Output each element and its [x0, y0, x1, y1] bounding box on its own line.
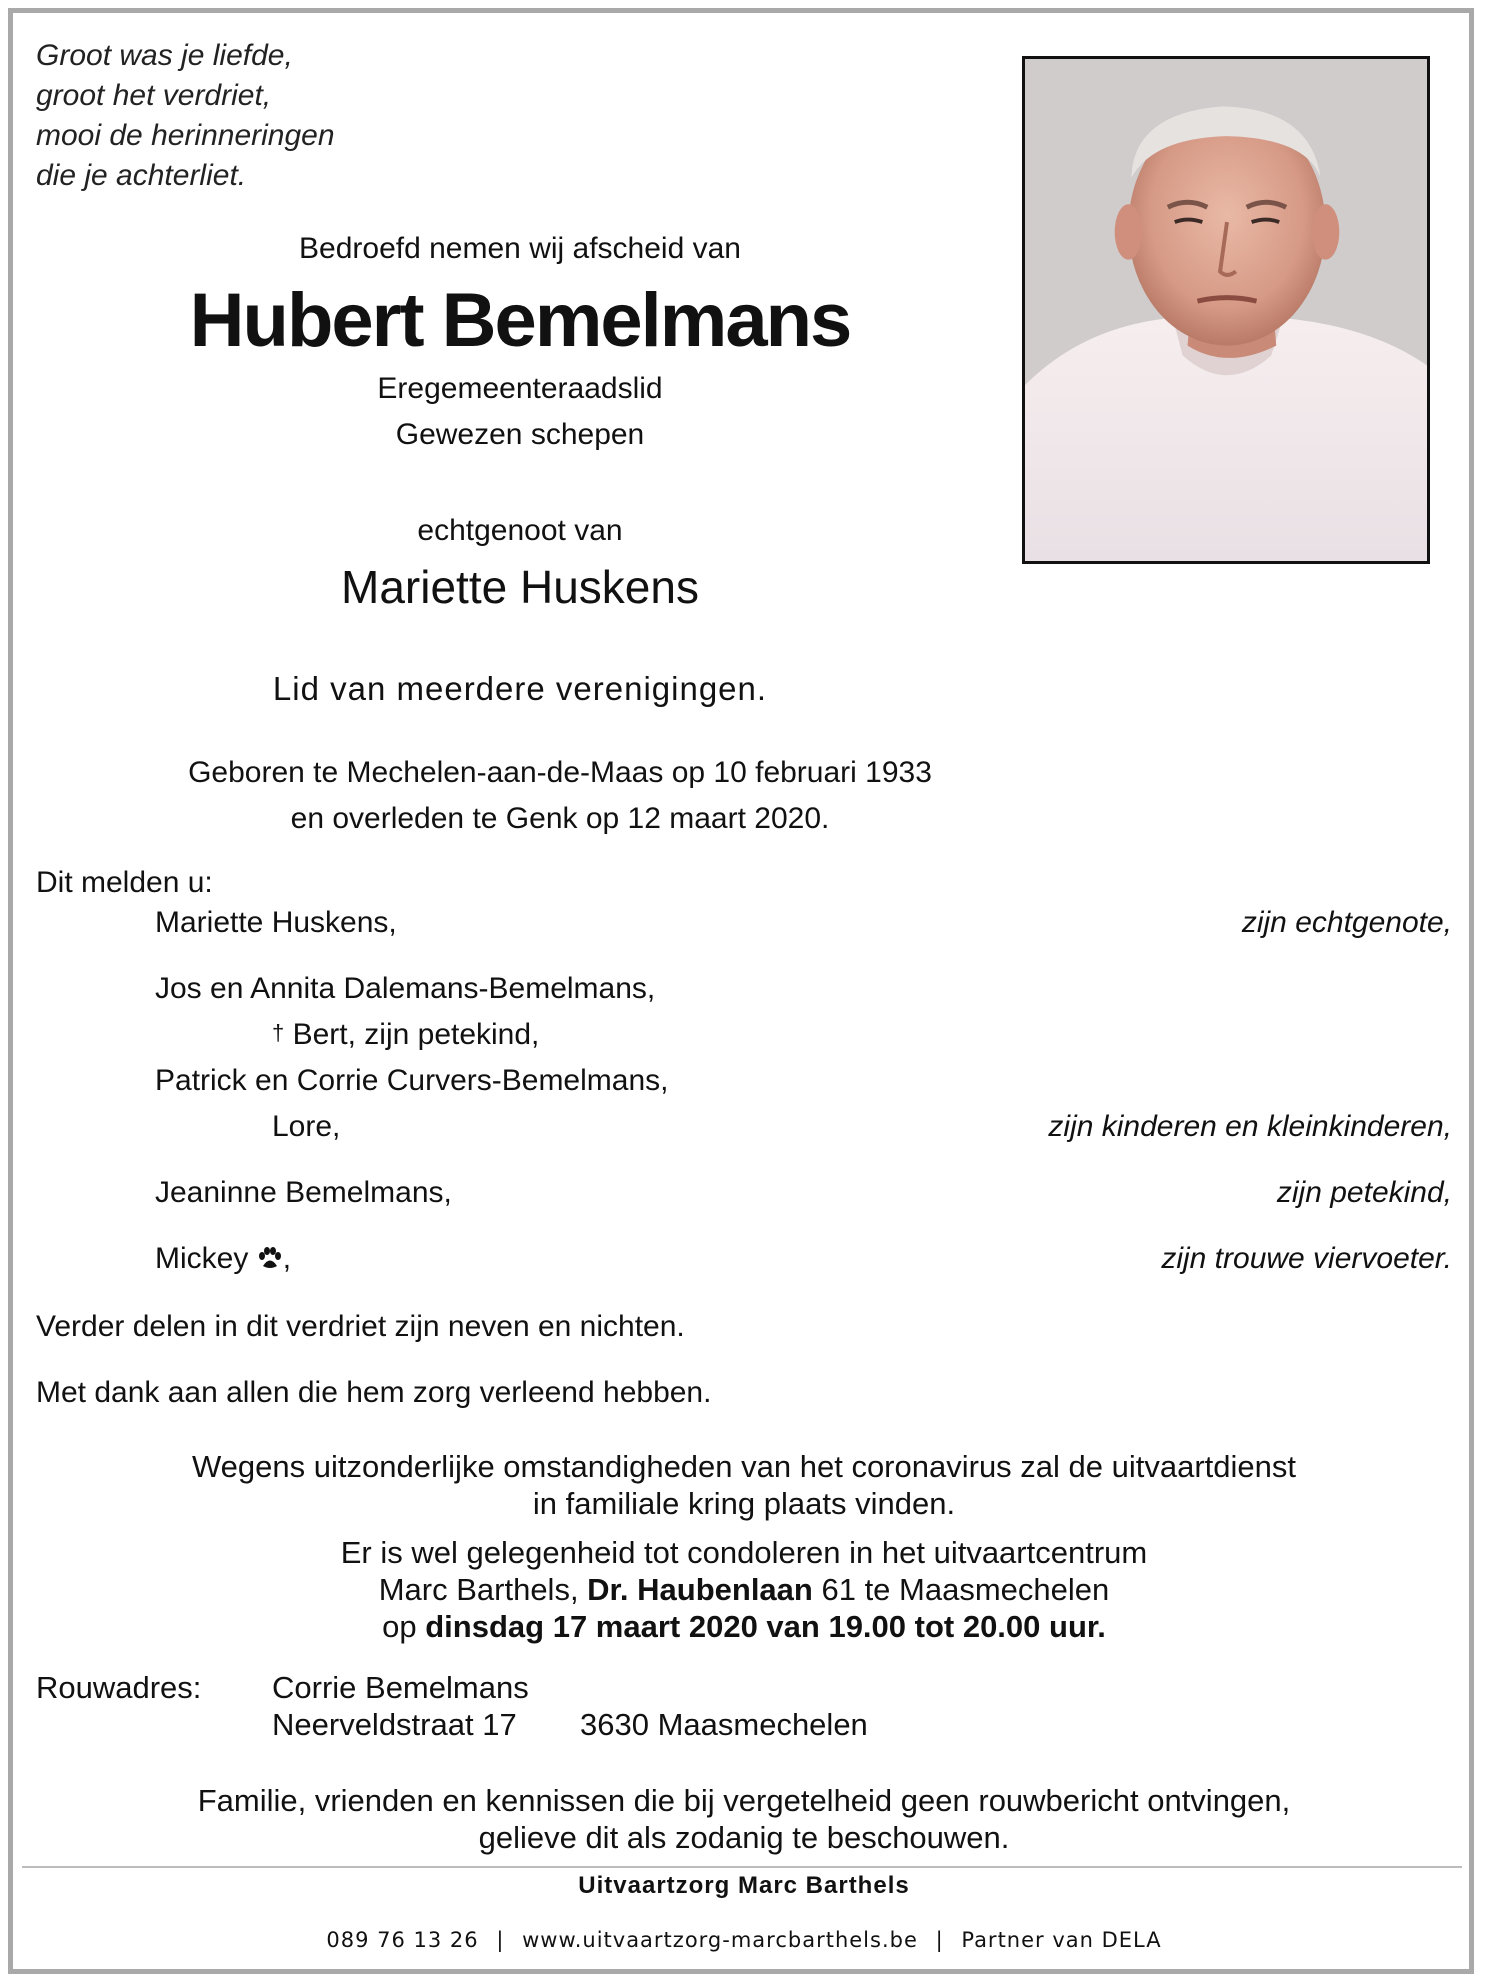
family-child-1: Jos en Annita Dalemans-Bemelmans, — [155, 972, 656, 1005]
poem-line: mooi de herinneringen — [36, 119, 335, 152]
portrait-photo — [1022, 56, 1430, 564]
family-children-relation: zijn kinderen en kleinkinderen, — [1048, 1110, 1452, 1143]
footer-separator: | — [935, 1928, 944, 1952]
intro-text: Bedroefd nemen wij afscheid van — [299, 232, 741, 265]
corona-notice-line: Wegens uitzonderlijke omstandigheden van het coronavirus zal de uitvaartdienst — [191, 1449, 1297, 1484]
poem-line: Groot was je liefde, — [36, 39, 293, 72]
portrait-illustration — [1025, 59, 1427, 561]
funeral-company-name: Uitvaartzorg Marc Barthels — [578, 1872, 910, 1899]
address-city: 3630 Maasmechelen — [580, 1707, 868, 1742]
thanks-text: Met dank aan allen die hem zorg verleend hebben. — [36, 1376, 712, 1409]
closing-line: gelieve dit als zodanig te beschouwen. — [478, 1820, 1010, 1855]
pet-suffix: , — [282, 1242, 292, 1275]
footer-separator: | — [496, 1928, 505, 1952]
closing-line: Familie, vrienden en kennissen die bij vergetelheid geen rouwbericht ontvingen, — [197, 1783, 1291, 1818]
cross-icon: † — [272, 1020, 285, 1045]
footer-contact-line — [100, 1928, 1388, 1952]
paw-icon — [257, 1244, 283, 1278]
footer-phone: 089 76 13 26 — [326, 1928, 479, 1952]
footer-divider — [22, 1866, 1462, 1868]
condolence-line-2-c: 61 te Maasmechelen — [812, 1572, 1110, 1607]
poem-line: die je achterliet. — [36, 159, 247, 192]
family-godchild: Jeaninne Bemelmans, — [155, 1176, 452, 1209]
family-godchild-relation: zijn petekind, — [1276, 1176, 1452, 1209]
pet-name: Mickey — [155, 1242, 249, 1275]
deceased-name: Hubert Bemelmans — [189, 278, 851, 363]
family-spouse-relation: zijn echtgenote, — [1241, 906, 1452, 939]
family-pet-relation: zijn trouwe viervoeter. — [1161, 1242, 1452, 1275]
condolence-line-3 — [100, 1608, 1388, 1645]
family-child-2: Patrick en Corrie Curvers-Bemelmans, — [155, 1064, 669, 1097]
family-grandchild-2: Lore, — [272, 1110, 341, 1143]
title-former-alderman: Gewezen schepen — [395, 418, 645, 451]
condolence-line-1: Er is wel gelegenheid tot condoleren in het uitvaartcentrum — [340, 1535, 1148, 1570]
footer-website-link[interactable]: www.uitvaartzorg-marcbarthels.be — [522, 1928, 918, 1952]
death-line: en overleden te Genk op 12 maart 2020. — [290, 802, 830, 835]
closing-notice — [100, 1782, 1388, 1856]
corona-notice-line: in familiale kring plaats vinden. — [532, 1486, 956, 1521]
announce-label: Dit melden u: — [36, 866, 213, 899]
family-spouse: Mariette Huskens, — [155, 906, 397, 939]
poem — [36, 36, 335, 196]
spouse-intro: echtgenoot van — [417, 514, 623, 547]
further-relatives: Verder delen in dit verdriet zijn neven en nichten. — [36, 1310, 685, 1343]
condolence-line-2 — [100, 1571, 1388, 1608]
footer-partner: Partner van DELA — [961, 1928, 1162, 1952]
family-pet — [155, 1242, 291, 1278]
condolence-notice — [100, 1534, 1388, 1645]
membership-text: Lid van meerdere verenigingen. — [272, 670, 768, 707]
family-grandchild-1 — [272, 1018, 539, 1052]
grandchild-1-text: Bert, zijn petekind, — [292, 1018, 540, 1051]
address-label: Rouwadres: — [36, 1670, 202, 1705]
condolence-datetime: dinsdag 17 maart 2020 van 19.00 tot 20.00 uur. — [425, 1609, 1106, 1644]
poem-line: groot het verdriet, — [36, 79, 272, 112]
condolence-line-3-a: op — [382, 1609, 426, 1644]
condolence-line-2-a: Marc Barthels, — [378, 1572, 588, 1607]
birth-line: Geboren te Mechelen-aan-de-Maas op 10 februari 1933 — [188, 756, 932, 789]
title-honorary-councillor: Eregemeenteraadslid — [377, 372, 663, 405]
corona-notice — [100, 1448, 1388, 1522]
condolence-street: Dr. Haubenlaan — [587, 1572, 813, 1607]
address-name: Corrie Bemelmans — [272, 1670, 529, 1705]
address-street: Neerveldstraat 17 — [272, 1707, 517, 1742]
spouse-name: Mariette Huskens — [341, 561, 699, 613]
